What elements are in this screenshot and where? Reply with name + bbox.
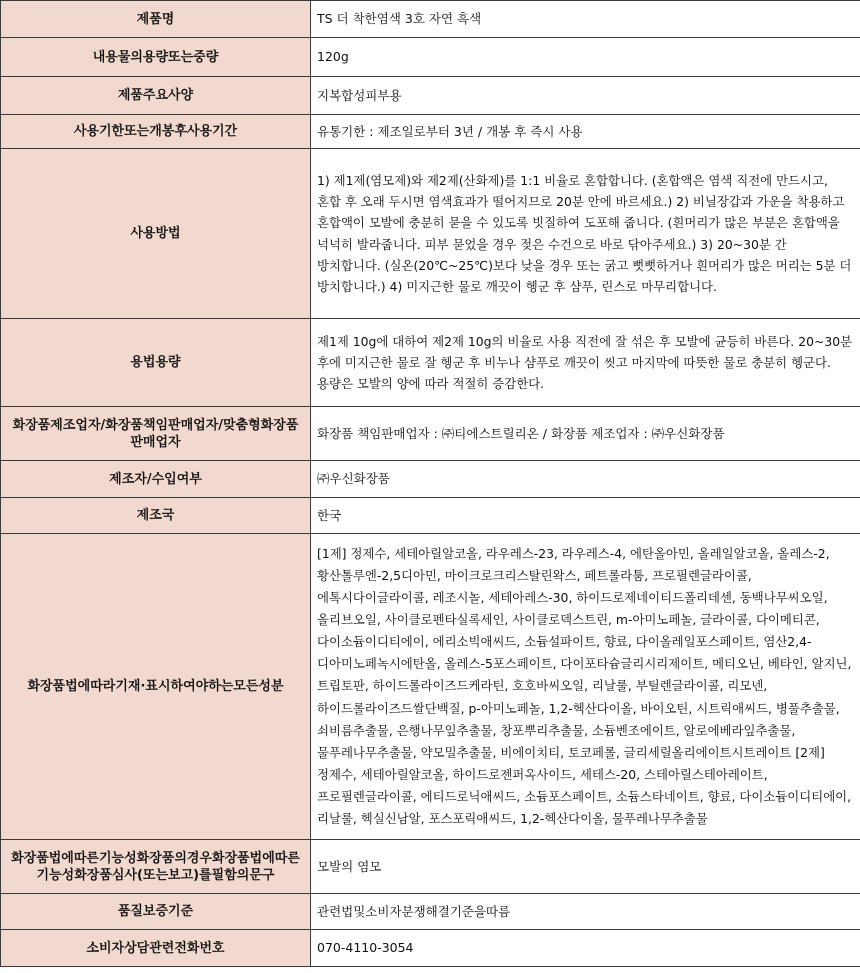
table-row-country bbox=[1, 498, 860, 534]
table-row-product-name bbox=[1, 1, 860, 38]
value-product-name: TS 더 착한염색 3호 자연 흑색 bbox=[311, 1, 860, 38]
label-expiry: 사용기한또는개봉후사용기간 bbox=[1, 115, 311, 149]
label-functional: 화장품법에따른기능성화장품의경우화장품법에따른기능성화장품심사(또는보고)를필함의문구 bbox=[1, 840, 311, 894]
value-volume: 120g bbox=[311, 38, 860, 77]
value-ingredients: [1제] 정제수, 세테아릴알코올, 라우레스-23, 라우레스-4, 에탄올아민, 올레일알코올, 올레스-2, 황산톨루엔-2,5디아민, 마이크로크리스탈린왁스, 페트롤라툼, 프로필렌글라이콜, 에톡시다이글라이콜, 레조시놀, 세테아레스-30, 하이드로제네이티드폴리데센, 동백나무씨오일, 올리브오일, 사이클로펜타실록세인, 사이클로덱스트린, m-아미노페놀, 글라이콜, 다이메티콘, 다이소듐이디티에이, 에리소빅애씨드, 소듐설파이트, 향료, 다이올레일포스페이트, 염산2,4-디아미노페녹시에탄올, 올레스-5포스페이트, 다이포타슘글리시리제이트, 메티오닌, 베타인, 알지닌, 트립토판, 하이드롤라이즈드케라틴, 호호바씨오일, 리날룰, 부틸렌글라이콜, 리모넨, 하이드롤라이즈드쌀단백질, p-아미노페놀, 1,2-헥산다이올, 바이오틴, 시트릭애씨드, 병풀추출물, 쇠비름추출물, 은행나무잎추출물, 창포뿌리추출물, 소듐벤조에이트, 알로에베라잎추출물, 물푸레나무추출물, 약모밀추출물, 비에이치티, 토코페롤, 글리세릴올리에이트시트레이트 [2제] 정제수, 세테아릴알코올, 하이드로젠퍼옥사이드, 세테스-20, 스테아릴스테아레이트, 프로필렌글라이콜, 에티드로닉애씨드, 소듐포스페이트, 소듐스타네이트, 향료, 다이소듐이디티에이, 리날룰, 헥실신남알, 포스포릭애씨드, 1,2-헥산다이올, 물푸레나무추출물 bbox=[311, 534, 860, 840]
label-quality: 품질보증기준 bbox=[1, 894, 311, 930]
table-row-dosage bbox=[1, 319, 860, 407]
value-dosage: 제1제 10g에 대하여 제2제 10g의 비율로 사용 직전에 잘 섞은 후 모발에 균등히 바른다. 20~30분 후에 미지근한 물로 잘 헹군 후 비누나 샴푸로 깨끗이 씻고 마지막에 따뜻한 물로 충분히 헹군다. 용량은 모발의 양에 따라 적절히 증감한다. bbox=[311, 319, 860, 407]
label-product-name: 제품명 bbox=[1, 1, 311, 38]
label-country: 제조국 bbox=[1, 498, 311, 534]
label-spec: 제품주요사양 bbox=[1, 77, 311, 115]
table-row-ingredients bbox=[1, 534, 860, 840]
value-usage: 1) 제1제(염모제)와 제2제(산화제)를 1:1 비율로 혼합합니다. (혼합액은 염색 직전에 만드시고, 혼합 후 오래 두시면 염색효과가 떨어지므로 20분 안에 바르세요.) 2) 비닐장갑과 가운을 착용하고 혼합액이 모발에 충분히 묻을 수 있도록 빗질하여 도포해 줍니다. (흰머리가 많은 부분은 혼합액을 넉넉히 발라줍니다. 피부 묻었을 경우 젖은 수건으로 바로 닦아주세요.) 3) 20~30분 간 방치합니다. (실온(20℃~25℃)보다 낮을 경우 또는 굵고 뻣뻣하거나 흰머리가 많은 머리는 5분 더 방치합니다.) 4) 미지근한 물로 깨끗이 헹군 후 샴푸, 린스로 마무리합니다. bbox=[311, 149, 860, 319]
value-functional: 모발의 염모 bbox=[311, 840, 860, 894]
table-row-functional bbox=[1, 840, 860, 894]
value-phone: 070-4110-3054 bbox=[311, 930, 860, 967]
table-row-usage bbox=[1, 149, 860, 319]
value-spec: 지복합성피부용 bbox=[311, 77, 860, 115]
value-manufacturer: ㈜우신화장품 bbox=[311, 461, 860, 498]
table-row-phone bbox=[1, 930, 860, 967]
value-country: 한국 bbox=[311, 498, 860, 534]
label-usage: 사용방법 bbox=[1, 149, 311, 319]
table-row-volume bbox=[1, 38, 860, 77]
value-quality: 관련법및소비자분쟁해결기준을따름 bbox=[311, 894, 860, 930]
label-manufacturer-seller: 화장품제조업자/화장품책임판매업자/맞춤형화장품판매업자 bbox=[1, 407, 311, 461]
table-row-expiry bbox=[1, 115, 860, 149]
table-row-quality bbox=[1, 894, 860, 930]
label-dosage: 용법용량 bbox=[1, 319, 311, 407]
table-row-manufacturer bbox=[1, 461, 860, 498]
label-volume: 내용물의용량또는중량 bbox=[1, 38, 311, 77]
value-expiry: 유통기한 : 제조일로부터 3년 / 개봉 후 즉시 사용 bbox=[311, 115, 860, 149]
value-manufacturer-seller: 화장품 책임판매업자 : ㈜티에스트릴리온 / 화장품 제조업자 : ㈜우신화장품 bbox=[311, 407, 860, 461]
label-phone: 소비자상담관련전화번호 bbox=[1, 930, 311, 967]
table-row-spec bbox=[1, 77, 860, 115]
table-row-manufacturer-seller bbox=[1, 407, 860, 461]
label-manufacturer: 제조자/수입여부 bbox=[1, 461, 311, 498]
label-ingredients: 화장품법에따라기재·표시하여야하는모든성분 bbox=[1, 534, 311, 840]
